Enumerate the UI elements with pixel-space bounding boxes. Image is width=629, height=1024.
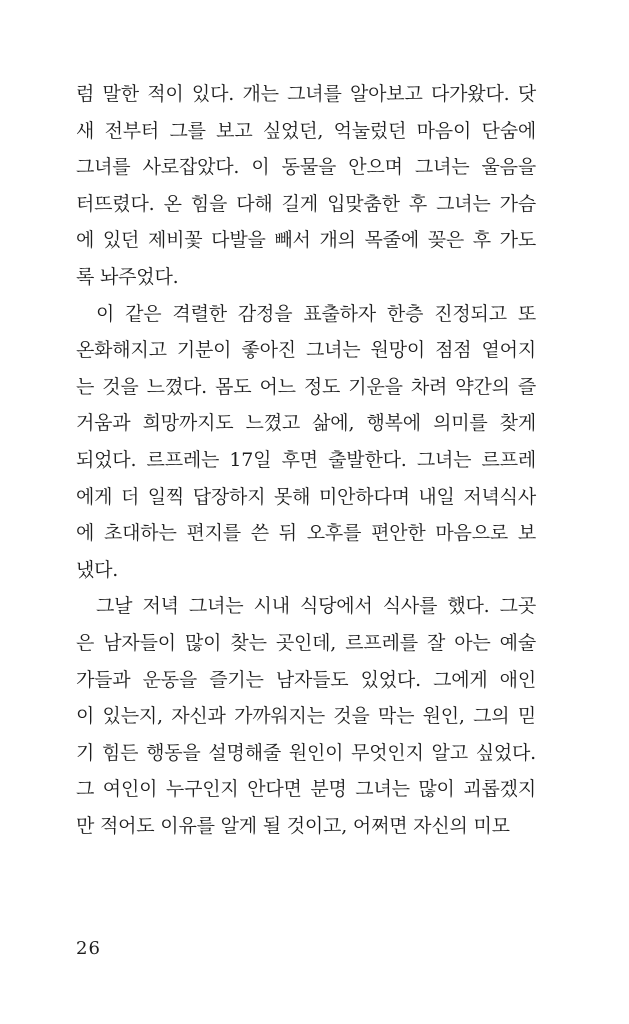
paragraph [76,296,536,589]
text-line: 그날 저녁 그녀는 시내 식당에서 식사를 했다. 그곳 [96,595,536,618]
text-line: 냈다. [76,558,119,581]
text-line: 에 있던 제비꽃 다발을 빼서 개의 목줄에 꽂은 후 가도 [76,229,536,252]
text-line: 이 있는지, 자신과 가까워지는 것을 막는 원인, 그의 믿 [76,705,536,728]
text-line: 되었다. 르프레는 17일 후면 출발한다. 그녀는 르프레 [76,448,536,471]
text-line: 은 남자들이 많이 찾는 곳인데, 르프레를 잘 아는 예술 [76,631,536,654]
text-line: 에게 더 일찍 답장하지 못해 미안하다며 내일 저녁식사 [76,485,536,508]
text-line: 가들과 운동을 즐기는 남자들도 있었다. 그에게 애인 [76,668,536,691]
text-line: 새 전부터 그를 보고 싶었던, 억눌렀던 마음이 단숨에 [76,119,536,142]
body-text [76,76,536,844]
text-line: 는 것을 느꼈다. 몸도 어느 정도 기운을 차려 약간의 즐 [76,375,536,398]
paragraph [76,588,536,844]
page-number: 26 [76,938,101,959]
text-line: 이 같은 격렬한 감정을 표출하자 한층 진정되고 또 [96,302,536,325]
text-line: 온화해지고 기분이 좋아진 그녀는 원망이 점점 옅어지 [76,339,536,362]
text-line: 거움과 희망까지도 느꼈고 삶에, 행복에 의미를 찾게 [76,412,536,435]
text-line: 럼 말한 적이 있다. 개는 그녀를 알아보고 다가왔다. 닷 [76,83,536,105]
text-line: 만 적어도 이유를 알게 될 것이고, 어쩌면 자신의 미모 [76,814,510,837]
text-line: 그 여인이 누구인지 안다면 분명 그녀는 많이 괴롭겠지 [76,778,536,801]
paragraph [76,76,536,296]
text-line: 록 놔주었다. [76,265,179,288]
text-line: 터뜨렸다. 온 힘을 다해 길게 입맞춤한 후 그녀는 가슴 [76,192,536,215]
text-line: 기 힘든 행동을 설명해줄 원인이 무엇인지 알고 싶었다. [76,741,536,764]
text-line: 그녀를 사로잡았다. 이 동물을 안으며 그녀는 울음을 [76,156,536,179]
text-line: 에 초대하는 편지를 쓴 뒤 오후를 편안한 마음으로 보 [76,522,536,545]
